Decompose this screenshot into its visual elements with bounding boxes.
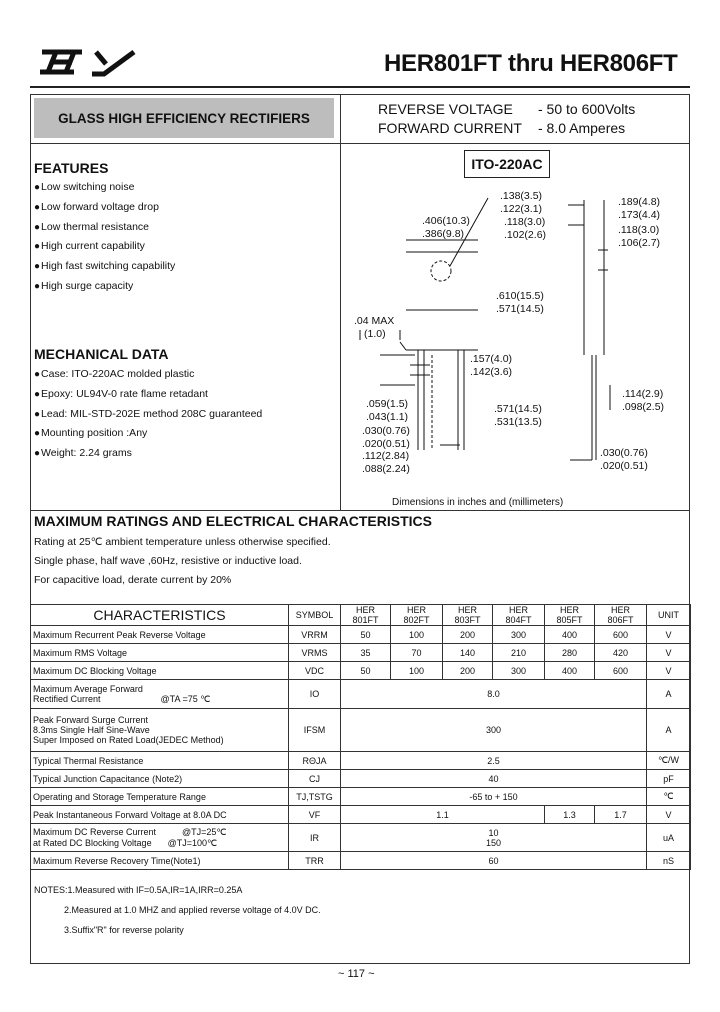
dim-label: .406(10.3) .386(9.8) [422, 215, 470, 240]
dim-label: .030(0.76) .020(0.51) [362, 425, 410, 450]
features-title: FEATURES [34, 160, 109, 176]
ratings-line: Single phase, half wave ,60Hz, resistive or inductive load. [34, 555, 302, 567]
table-header-row [31, 605, 691, 626]
dim-label: .571(14.5) .531(13.5) [494, 403, 542, 428]
mech-item: ● Lead: MIL-STD-202E method 208C guaranteed [34, 405, 262, 425]
dim-label: .157(4.0) .142(3.6) [470, 353, 513, 378]
characteristics-table [30, 604, 691, 870]
table-row: Typical Junction Capacitance (Note2) CJ 40 pF [31, 770, 691, 788]
dim-label: .112(2.84) .088(2.24) [362, 450, 410, 475]
ratings-line: Rating at 25℃ ambient temperature unless otherwise specified. [34, 536, 331, 548]
mech-item: ● Epoxy: UL94V-0 rate flame retadant [34, 385, 262, 405]
header-characteristics: CHARACTERISTICS [31, 605, 289, 626]
note-line: NOTES:1.Measured with IF=0.5A,IR=1A,IRR=0.25A [34, 885, 243, 895]
header-part: HER 802FT [391, 605, 443, 626]
table-row: Maximum Reverse Recovery Time(Note1) TRR 60 nS [31, 852, 691, 870]
title-rule [30, 86, 690, 88]
notes [34, 880, 321, 940]
table-row: Maximum DC Blocking Voltage VDC 50 100 200 300 400 600 V [31, 662, 691, 680]
forward-current-value: - 8.0 Amperes [538, 120, 626, 136]
header-part: HER 806FT [595, 605, 647, 626]
table-row: Peak Instantaneous Forward Voltage at 8.0A DC VF 1.1 1.3 1.7 V [31, 806, 691, 824]
feature-item: ● Low switching noise [34, 178, 175, 198]
table-row: Peak Forward Surge Current 8.3ms Single Half Sine-Wave Super Imposed on Rated Load(JEDEC Method) IFSM 300 A [31, 709, 691, 752]
table-row: Maximum Average Forward Rectified Current @TA =75 ℃ IO 8.0 A [31, 680, 691, 709]
dim-label: .189(4.8) .173(4.4) [618, 196, 661, 221]
feature-item: ● High current capability [34, 237, 175, 257]
mech-item: ● Weight: 2.24 grams [34, 444, 262, 464]
dimensions-note: Dimensions in inches and (millimeters) [392, 497, 564, 508]
table-row: Maximum DC Reverse Current @TJ=25℃ at Rated DC Blocking Voltage @TJ=100℃ IR 10 150 uA [31, 824, 691, 852]
reverse-voltage-value: - 50 to 600Volts [538, 101, 636, 117]
reverse-voltage-label: REVERSE VOLTAGE [378, 101, 513, 117]
table-row: Maximum RMS Voltage VRMS 35 70 140 210 280 420 V [31, 644, 691, 662]
ratings-title: MAXIMUM RATINGS AND ELECTRICAL CHARACTERISTICS [34, 513, 432, 529]
header-part: HER 801FT [341, 605, 391, 626]
table-row: Typical Thermal Resistance RΘJA 2.5 ℃/W [31, 752, 691, 770]
ratings-conditions [34, 533, 331, 590]
feature-item: ● High surge capacity [34, 277, 175, 297]
divider [30, 510, 690, 511]
dim-label: .138(3.5) .122(3.1) [500, 190, 543, 215]
feature-item: ● Low thermal resistance [34, 218, 175, 238]
forward-current-label: FORWARD CURRENT [378, 120, 522, 136]
company-logo [34, 44, 154, 78]
note-line: 2.Measured at 1.0 MHZ and applied reverse voltage of 4.0V DC. [64, 905, 321, 915]
mech-item: ● Case: ITO-220AC molded plastic [34, 365, 262, 385]
divider [30, 143, 690, 144]
header-unit: UNIT [647, 605, 691, 626]
mechanical-data-title: MECHANICAL DATA [34, 346, 169, 362]
dim-label: .118(3.0) .106(2.7) [618, 224, 661, 249]
features-list [34, 178, 175, 297]
header-symbol: SYMBOL [289, 605, 341, 626]
dim-label: .114(2.9) .098(2.5) [622, 388, 665, 413]
table-row: Operating and Storage Temperature Range TJ,TSTG -65 to + 150 ℃ [31, 788, 691, 806]
product-category-banner: GLASS HIGH EFFICIENCY RECTIFIERS [34, 98, 334, 138]
mech-item: ● Mounting position :Any [34, 424, 262, 444]
package-label: ITO-220AC [464, 150, 550, 178]
ratings-line: For capacitive load, derate current by 20% [34, 574, 232, 586]
header-part: HER 804FT [493, 605, 545, 626]
dim-label: .610(15.5) .571(14.5) [496, 290, 544, 315]
dim-label: .059(1.5) .043(1.1) [366, 398, 409, 423]
header-part: HER 805FT [545, 605, 595, 626]
page-number: ~ 117 ~ [338, 968, 375, 980]
dim-label: .118(3.0) .102(2.6) [504, 216, 547, 241]
document-title: HER801FT thru HER806FT [384, 50, 678, 77]
feature-item: ● High fast switching capability [34, 257, 175, 277]
mechanical-data-list [34, 365, 262, 464]
header-part: HER 803FT [443, 605, 493, 626]
dim-label: .030(0.76) .020(0.51) [600, 447, 648, 472]
divider [340, 94, 341, 143]
dim-label: .04 MAX (1.0) [354, 315, 395, 340]
note-line: 3.Suffix"R" for reverse polarity [64, 925, 184, 935]
table-row: Maximum Recurrent Peak Reverse Voltage VRRM 50 100 200 300 400 600 V [31, 626, 691, 644]
feature-item: ● Low forward voltage drop [34, 198, 175, 218]
